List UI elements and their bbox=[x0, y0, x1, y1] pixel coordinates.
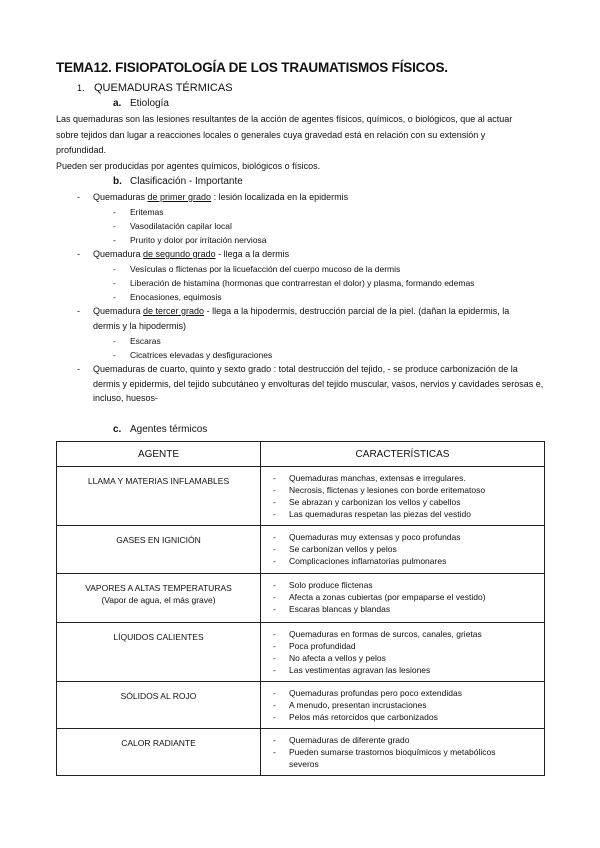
sub-item: - Vasodilatación capilar local bbox=[113, 221, 232, 231]
sub-item: - Liberación de histamina (hormonas que contrarrestan el dolor) y plasma, formando edemas bbox=[113, 278, 475, 288]
grade-description: : lesión localizada en la epidermis bbox=[211, 192, 349, 202]
agent-cell: LÍQUIDOS CALIENTES bbox=[57, 623, 261, 682]
grade-label: de primer grado bbox=[147, 192, 212, 202]
agent-cell: GASES EN IGNICIÓN bbox=[57, 526, 261, 574]
sub-item: - Prurito y dolor por irritación nerviosa bbox=[113, 235, 267, 245]
characteristic-item: - Solo produce flictenas bbox=[273, 580, 373, 590]
paragraph-line: Las quemaduras son las lesiones resultantes de la acción de agentes físicos, químicos, o biológicos, que al actuar bbox=[56, 114, 513, 124]
section-number: 1. bbox=[77, 83, 85, 93]
agent-note: (Vapor de agua, el más grave) bbox=[101, 595, 216, 605]
paragraph-line: profundidad. bbox=[56, 145, 107, 155]
grade-description: - llega a la dermis bbox=[215, 249, 290, 259]
characteristic-item: - Escaras blancas y blandas bbox=[273, 604, 391, 614]
characteristic-item: - Quemaduras muy extensas y poco profundas bbox=[273, 532, 461, 542]
table-row bbox=[57, 467, 545, 526]
paragraph-line: Pueden ser producidas por agentes químicos, biológicos o físicos. bbox=[56, 160, 321, 171]
characteristic-item: - Quemaduras manchas, extensas e irregulares. bbox=[273, 473, 466, 483]
characteristic-item: - Las vestimentas agravan las lesiones bbox=[273, 665, 431, 675]
characteristic-item: - Pelos más retorcidos que carbonizados bbox=[273, 712, 438, 722]
characteristic-item: - Necrosis, flictenas y lesiones con borde eritematoso bbox=[273, 485, 486, 495]
agents-table bbox=[56, 441, 545, 776]
etiologia-paragraph bbox=[56, 112, 551, 174]
sub-item: - Escaras bbox=[113, 336, 161, 346]
characteristics-cell bbox=[261, 729, 545, 776]
table-row bbox=[57, 729, 545, 776]
section-label: QUEMADURAS TÉRMICAS bbox=[94, 82, 233, 94]
characteristic-item: - A menudo, presentan incrustaciones bbox=[273, 700, 427, 710]
characteristics-cell bbox=[261, 467, 545, 526]
grade-prefix: Quemadura bbox=[93, 306, 144, 316]
header-agent: AGENTE bbox=[57, 442, 261, 467]
subheading-agentes bbox=[113, 424, 207, 435]
grade-item-fourth-plus: - Quemaduras de cuarto, quinto y sexto grado : total destrucción del tejido, - se produce carbonización de la dermis y epidermis, del tejido subcutáneo y envolturas del tejido muscular, vasos, nervios y cavidades serosas e, incluso, huesos- bbox=[77, 364, 544, 403]
sub-item: - Cicatrices elevadas y desfiguraciones bbox=[113, 350, 273, 360]
characteristics-cell bbox=[261, 574, 545, 623]
sub-item: - Vesículas o flictenas por la licuefacción del cuerpo mucoso de la dermis bbox=[113, 264, 401, 274]
characteristics-cell bbox=[261, 623, 545, 682]
grade-prefix: Quemadura bbox=[93, 249, 144, 259]
page-title: TEMA12. FISIOPATOLOGÍA DE LOS TRAUMATISMOS FÍSICOS. bbox=[56, 60, 448, 75]
subheading-label: Etiología bbox=[130, 98, 169, 109]
characteristic-item: - Quemaduras profundas pero poco extendidas bbox=[273, 688, 462, 698]
grade-description-cont: dermis y la hipodermis) bbox=[93, 320, 187, 331]
grade-item-second: - Quemadura de segundo grado - llega a la dermis bbox=[77, 249, 290, 259]
grade-label: de tercer grado bbox=[143, 306, 205, 316]
table-header-row bbox=[57, 442, 545, 467]
header-characteristics: CARACTERÍSTICAS bbox=[261, 442, 545, 467]
characteristic-item: - Complicaciones inflamatorias pulmonares bbox=[273, 556, 447, 566]
grade-item-first: - Quemaduras de primer grado : lesión localizada en la epidermis bbox=[77, 192, 349, 202]
grade-label: de segundo grado bbox=[143, 249, 216, 259]
table-row bbox=[57, 526, 545, 574]
subheading-clasificacion bbox=[113, 176, 243, 187]
table-row bbox=[57, 574, 545, 623]
paragraph-line: sobre tejidos dan lugar a reacciones locales o generales cuya gravedad está en relación con su extensión y bbox=[56, 129, 486, 140]
section-heading bbox=[77, 82, 233, 94]
characteristic-item: - Pueden sumarse trastornos bioquímicos y metabólicos bbox=[273, 747, 496, 757]
agent-cell: CALOR RADIANTE bbox=[57, 729, 261, 776]
sub-item: - Enocasiones, equimosis bbox=[113, 292, 222, 302]
subheading-label: Agentes térmicos bbox=[130, 424, 208, 435]
agent-cell: VAPORES A ALTAS TEMPERATURAS (Vapor de agua, el más grave) bbox=[57, 574, 261, 623]
characteristic-item-cont: severos bbox=[289, 759, 319, 769]
agent-cell: LLAMA Y MATERIAS INFLAMABLES bbox=[57, 467, 261, 526]
subheading-letter: b. bbox=[113, 176, 122, 187]
agent-cell: SÓLIDOS AL ROJO bbox=[57, 682, 261, 729]
characteristic-item: - Poca profundidad bbox=[273, 641, 356, 651]
grade-prefix: Quemaduras bbox=[93, 192, 148, 202]
characteristic-item: - Se abrazan y carbonizan los vellos y cabellos bbox=[273, 497, 461, 507]
subheading-label: Clasificación - Importante bbox=[130, 176, 243, 187]
sub-item: - Eritemas bbox=[113, 207, 164, 217]
table-row bbox=[57, 682, 545, 729]
characteristics-cell bbox=[261, 526, 545, 574]
table-row bbox=[57, 623, 545, 682]
grade-item-third: - Quemadura de tercer grado - llega a la hipodermis, destrucción parcial de la piel. (dañan la epidermis, la dermis y la hipodermis) bbox=[77, 306, 510, 331]
subheading-etiologia bbox=[113, 98, 169, 109]
characteristic-item: - No afecta a vellos y pelos bbox=[273, 653, 386, 663]
characteristic-item: - Las quemaduras respetan las piezas del vestido bbox=[273, 509, 471, 519]
subheading-letter: a. bbox=[113, 98, 122, 109]
subheading-letter: c. bbox=[113, 424, 122, 435]
characteristic-item: - Quemaduras en formas de surcos, canales, grietas bbox=[273, 629, 482, 639]
characteristic-item: - Se carbonizan vellos y pelos bbox=[273, 544, 397, 554]
characteristic-item: - Afecta a zonas cubiertas (por empaparse el vestido) bbox=[273, 592, 486, 602]
characteristics-cell bbox=[261, 682, 545, 729]
grade-description: - llega a la hipodermis, destrucción parcial de la piel. (dañan la epidermis, la bbox=[204, 306, 510, 316]
characteristic-item: - Quemaduras de diferente grado bbox=[273, 735, 410, 745]
